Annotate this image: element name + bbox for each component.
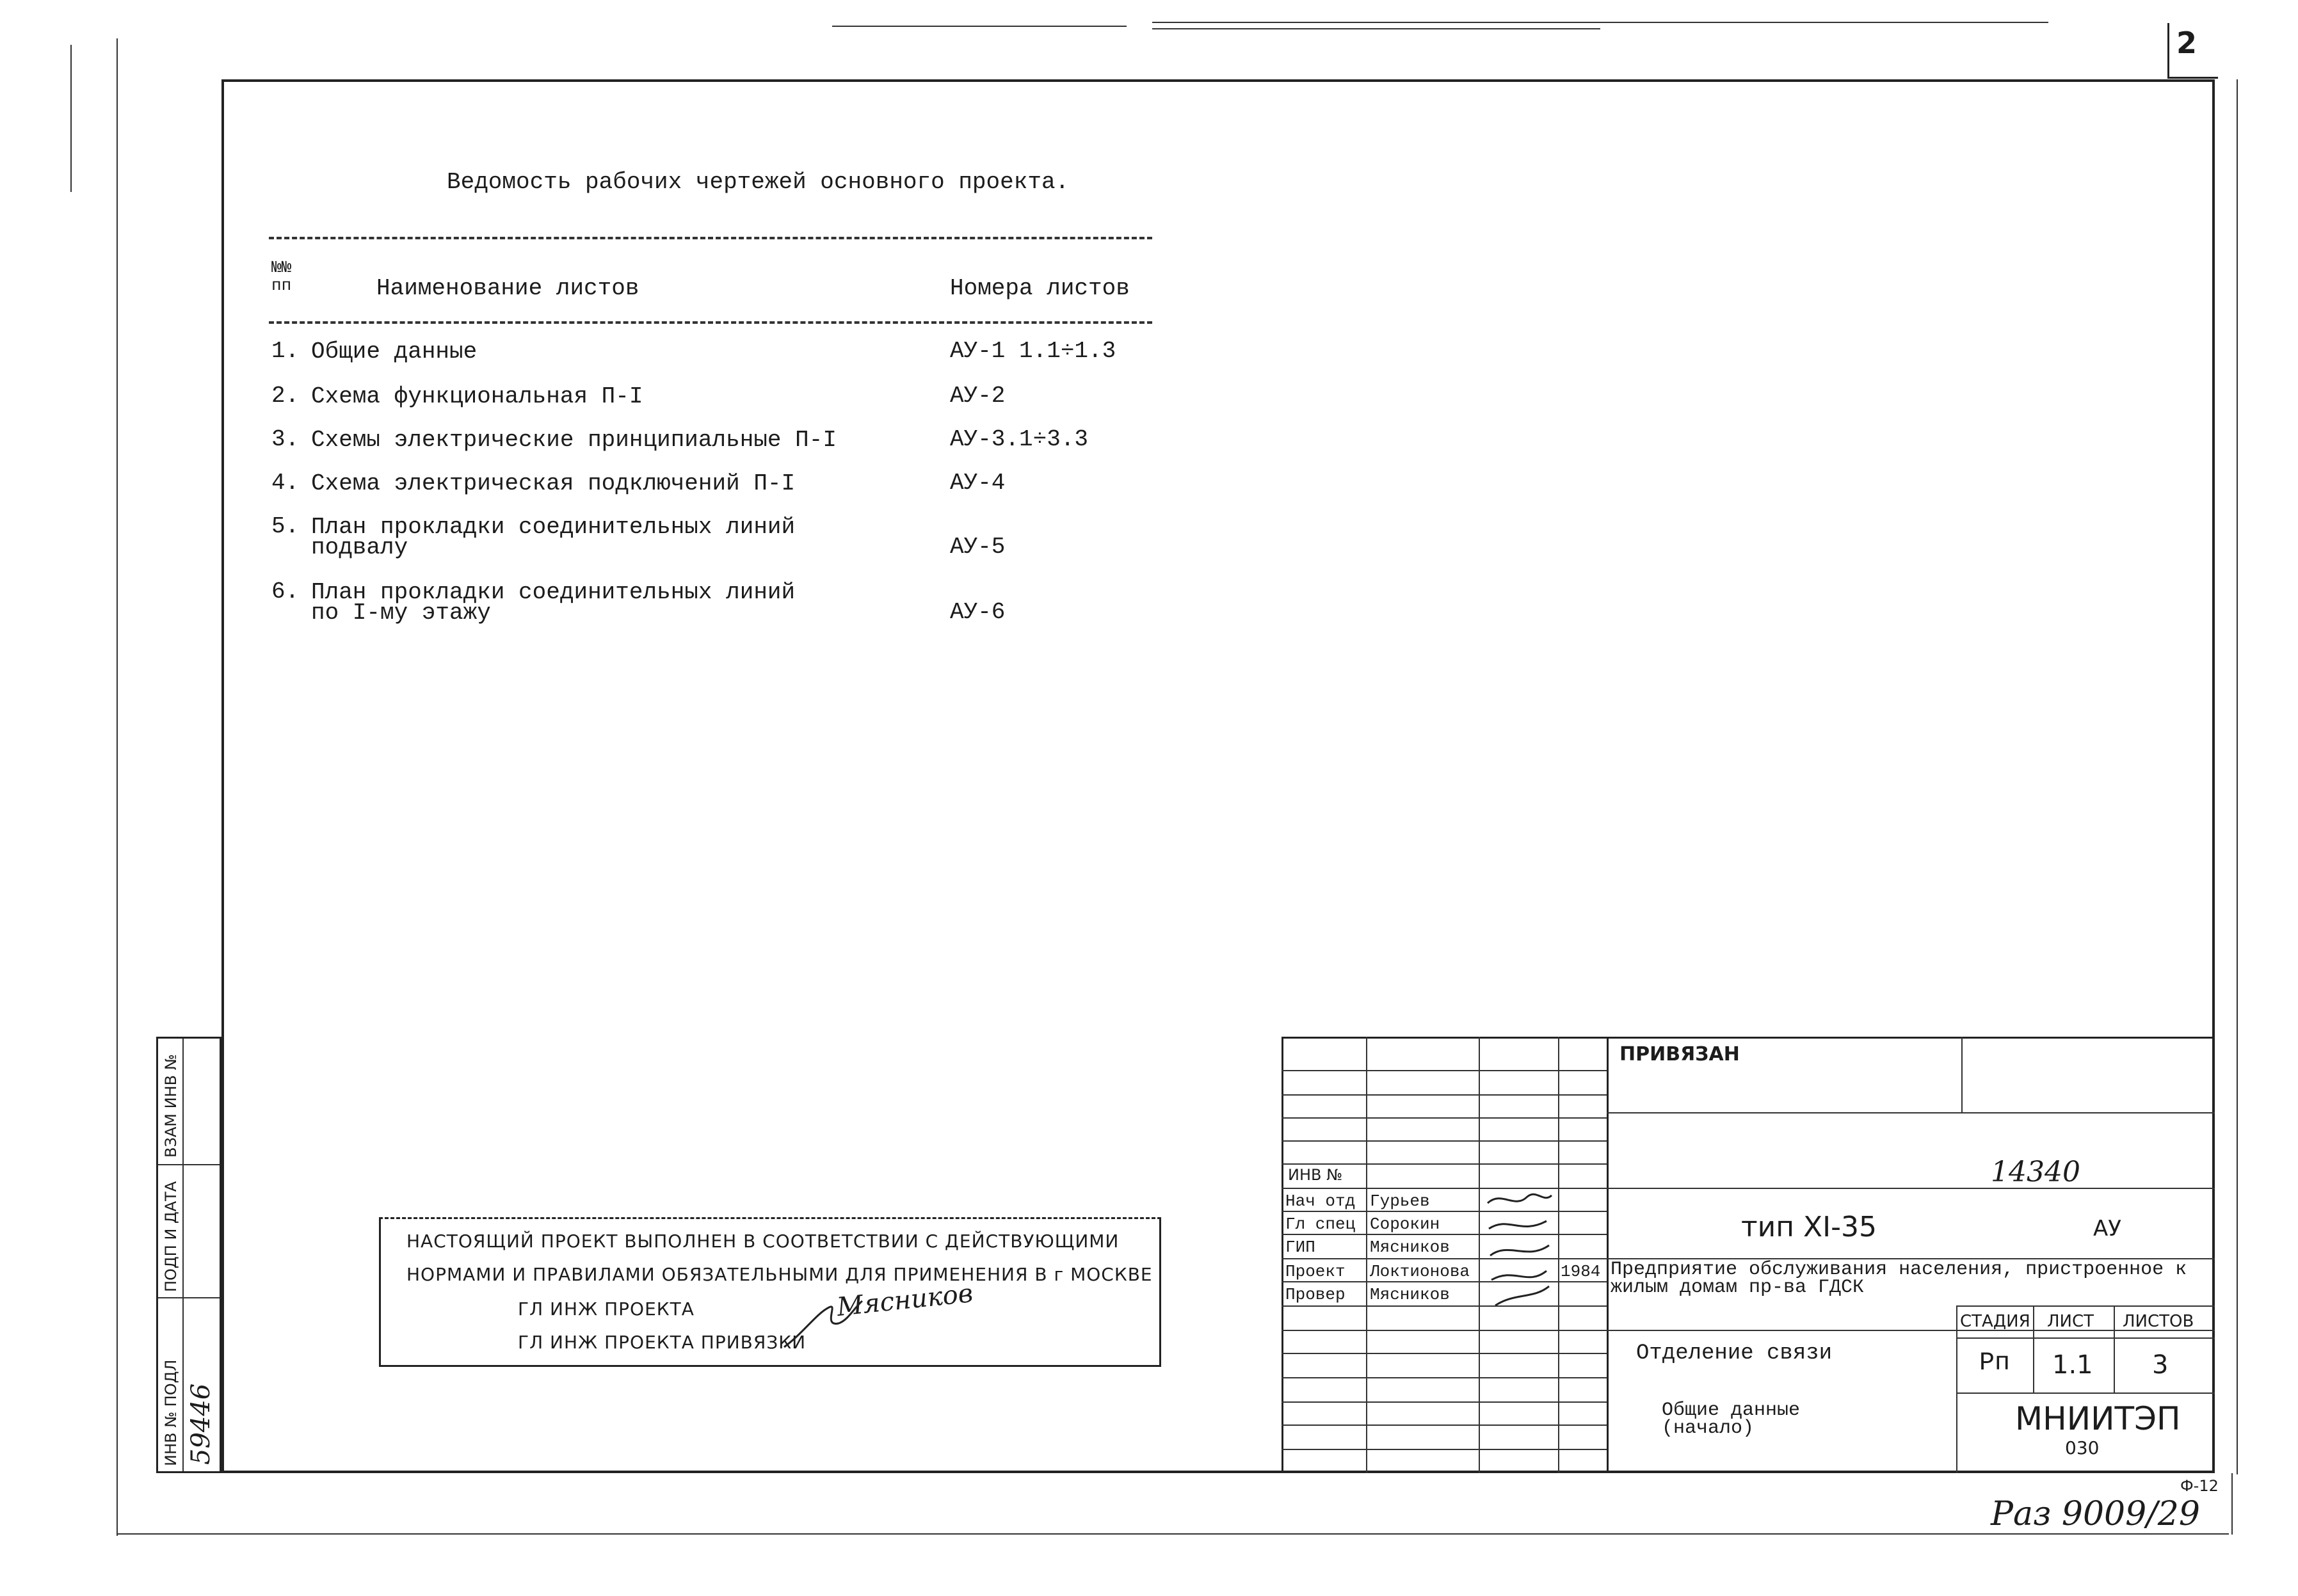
row-name: План прокладки соединительных линий (311, 579, 796, 605)
row-num: 2. (271, 383, 300, 409)
margin-line (2231, 1473, 2233, 1535)
person-3: Мясников (1370, 1238, 1450, 1257)
row-name: Схемы электрические принципиальные П-I (311, 427, 837, 453)
row-num: 6. (271, 579, 300, 605)
row-name: План прокладки соединительных линий (311, 514, 796, 540)
mark-code: АУ (2093, 1216, 2121, 1241)
inv-label: ИНВ № (1288, 1166, 1343, 1184)
sheet-title: Общие данные (начало) (1662, 1400, 1801, 1439)
role-1: Нач отд (1285, 1192, 1356, 1211)
stage-value: Рп (1979, 1349, 2011, 1378)
top-edge-line (832, 26, 1127, 27)
row-sheets: АУ-2 (950, 383, 1006, 409)
notice-line-1: НАСТОЯЩИЙ ПРОЕКТ ВЫПОЛНЕН В СООТВЕТСТВИИ С ДЕЙСТВУЮЩИМИ (406, 1231, 1120, 1252)
strip-label-mid: ПОДП И ДАТА (162, 1181, 180, 1292)
stage-label: СТАДИЯ (1960, 1312, 2030, 1331)
person-5: Мясников (1370, 1285, 1450, 1304)
row-num: 4. (271, 470, 300, 496)
role-5: Провер (1285, 1285, 1346, 1304)
row-sheets: АУ-5 (950, 534, 1006, 560)
top-edge-line (1152, 22, 2048, 23)
person-4: Локтионова (1370, 1262, 1470, 1281)
row-num: 5. (271, 513, 300, 539)
col-sheets-header: Номера листов (950, 275, 1130, 301)
role-4: Проект (1285, 1262, 1346, 1281)
sheet-label: ЛИСТ (2047, 1312, 2094, 1331)
row-name-cont: подвалу (311, 534, 408, 561)
sheets-value: 3 (2152, 1350, 2169, 1380)
person-1: Гурьев (1370, 1192, 1430, 1211)
row-sheets: АУ-3.1÷3.3 (950, 426, 1089, 452)
row-name: Схема функциональная П-I (311, 383, 643, 410)
row-name: Общие данные (311, 339, 478, 365)
signature-name: Мясников (835, 1278, 975, 1323)
left-stamp-strip (156, 1037, 221, 1473)
object-description: Предприятие обслуживания населения, пристроенное к жилым домам пр-ва ГДСК (1611, 1259, 2187, 1298)
strip-inv-number: 59446 (186, 1383, 216, 1465)
margin-line (70, 45, 72, 192)
right-outer-line (2237, 79, 2238, 1474)
margin-line (117, 38, 118, 1536)
notice-line-4: ГЛ ИНЖ ПРОЕКТА ПРИВЯЗКИ (518, 1332, 807, 1353)
notice-line-2: НОРМАМИ И ПРАВИЛАМИ ОБЯЗАТЕЛЬНЫМИ ДЛЯ ПРИМЕНЕНИЯ В г МОСКВЕ (406, 1264, 1153, 1285)
table-rule-header (269, 321, 1152, 324)
year: 1984 (1561, 1262, 1601, 1281)
top-edge-line (1152, 28, 1600, 29)
form-code: Ф-12 (2180, 1477, 2219, 1495)
org-name: МНИИТЭП (2015, 1400, 2181, 1437)
privyazan-label: ПРИВЯЗАН (1619, 1043, 1740, 1065)
row-sheets: АУ-1 1.1÷1.3 (950, 338, 1116, 364)
signature-scribble-icon (778, 1288, 867, 1359)
row-sheets: АУ-4 (950, 470, 1006, 496)
handwritten-number: 14340 (1991, 1156, 2080, 1188)
compliance-notice (379, 1217, 1161, 1367)
section-name: Отделение связи (1636, 1341, 1833, 1366)
type-code: тип XI-35 (1741, 1211, 1877, 1243)
sheets-label: ЛИСТОВ (2123, 1312, 2194, 1331)
row-num: 3. (271, 426, 300, 452)
strip-label-top: ВЗАМ ИНВ № (162, 1054, 180, 1158)
row-num: 1. (271, 338, 300, 364)
role-3: ГИП (1285, 1238, 1315, 1257)
notice-line-3: ГЛ ИНЖ ПРОЕКТА (518, 1298, 695, 1320)
col-num-header: №№ пп (271, 258, 292, 295)
role-2: Гл спец (1285, 1215, 1356, 1234)
strip-label-bottom: ИНВ № ПОДЛ (162, 1359, 180, 1466)
org-sub: 030 (2065, 1437, 2100, 1458)
sheet-value: 1.1 (2052, 1350, 2093, 1380)
col-name-header: Наименование листов (376, 275, 639, 301)
bottom-margin-line (117, 1533, 2229, 1535)
signatures-scribble-icon (1482, 1184, 1557, 1312)
person-2: Сорокин (1370, 1215, 1440, 1234)
document-title: Ведомость рабочих чертежей основного проекта. (447, 169, 1070, 195)
table-rule-top (269, 237, 1152, 239)
row-sheets: АУ-6 (950, 599, 1006, 625)
row-name: Схема электрическая подключений П-I (311, 470, 796, 497)
corner-sheet-number: 2 (2176, 26, 2198, 60)
bottom-handwriting: Раз 9009/29 (1991, 1495, 2200, 1533)
row-name-cont: по I-му этажу (311, 600, 491, 626)
